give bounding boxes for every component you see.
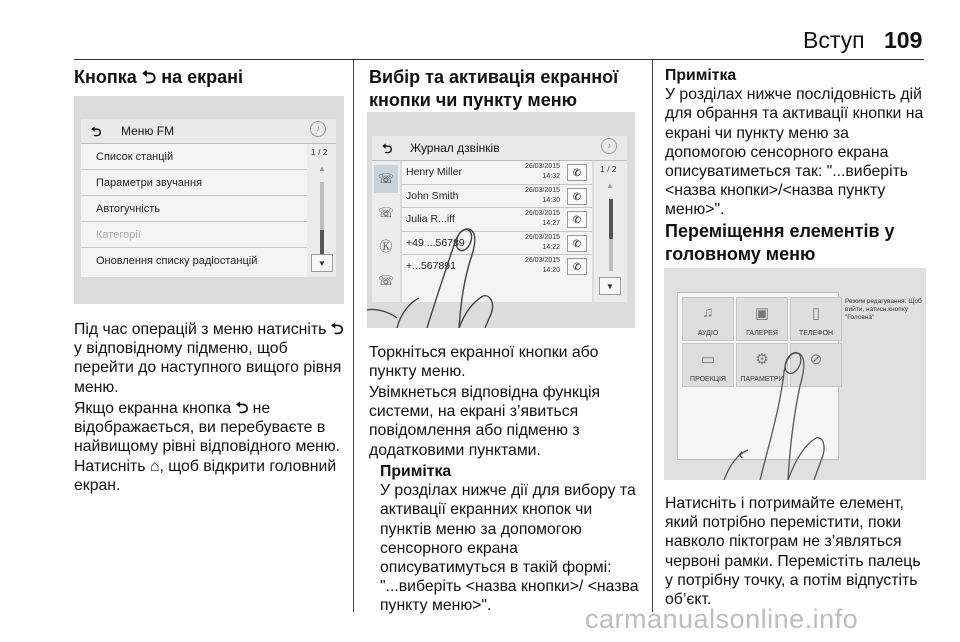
note-text: У розділах нижче дії для вибору та активації екранних кнопок чи пунктів меню за допомогою сенсорного екрана описуватимуться в такій формі: "...виберіть <назва кнопки>/ <назва пункту меню>".: [380, 482, 639, 615]
scroll-up-icon[interactable]: ▲: [318, 164, 326, 173]
dialed-calls-icon[interactable]: ☏: [377, 273, 395, 288]
fm-title-bar: [81, 119, 336, 144]
scroll-down-icon[interactable]: ▼: [599, 277, 621, 295]
pointing-hand-illustration: [664, 268, 926, 480]
page-indicator: 1 / 2: [311, 147, 328, 157]
back-arrow-icon: ⮌: [141, 67, 157, 87]
home-tile[interactable]: ♫ АУДІО: [682, 297, 734, 341]
home-tile[interactable]: ▣ ГАЛЕРЕЯ: [736, 297, 788, 341]
music-icon: ♫: [702, 304, 714, 321]
paragraph: Натисніть і потримайте елемент, який потрібно перемістити, поки навколо піктограм не з’являться червоні рамки. Перемістіть палець у потрібну точку, а потім відпустіть об’єкт.: [665, 495, 921, 609]
gear-icon: ⚙: [755, 351, 769, 368]
call-log-row[interactable]: +49 ...56789 26/03/2015 14:22 ✆: [402, 232, 592, 256]
paragraph: Увімкнеться відповідна функція системи, на екрані з’явиться повідомлення або підменю з додатковими пунктами.: [369, 384, 601, 459]
call-log-row[interactable]: +...567891 26/03/2015 14:20 ✆: [402, 255, 592, 279]
scroll-down-icon[interactable]: ▼: [311, 254, 333, 272]
phone-icon[interactable]: ✆: [567, 211, 587, 228]
phone-icon[interactable]: ✆: [567, 164, 587, 181]
chevron-left-icon[interactable]: ‹: [738, 444, 744, 463]
section-heading-select: Вибір та активація екранної кнопки чи пункту меню: [369, 67, 619, 110]
phone-icon: ▯: [811, 305, 821, 322]
note-title: Примітка: [380, 463, 452, 480]
column-divider-2: [652, 60, 653, 612]
projection-icon: ▭: [700, 351, 716, 368]
note-title: Примітка: [665, 67, 737, 84]
fm-menu-item[interactable]: Список станцій: [81, 144, 316, 170]
running-header-title: Вступ: [803, 27, 865, 53]
back-arrow-icon: ⮌: [235, 400, 249, 417]
fm-menu-item[interactable]: Параметри звучання: [81, 170, 316, 196]
page-indicator: 1 / 2: [600, 164, 617, 174]
page-number: 109: [884, 27, 923, 53]
paragraph: Під час операцій з меню натисніть ⮌ у відповідному підменю, щоб перейти до наступного вищого рівня меню.: [74, 321, 344, 396]
column-divider-1: [353, 60, 354, 612]
paragraph: Якщо екранна кнопка ⮌ не відображається, ви перебуваєте в найвищому рівні відповідного меню. Натисніть ⌂, щоб відкрити головний екран.: [74, 400, 341, 494]
phone-icon[interactable]: ✆: [567, 258, 587, 275]
note-text: У розділах нижче послідовність дій для обрання та активації кнопки на екрані чи пункту меню за допомогою сенсорного екрана описуватиметься так: "...виберіть <назва кнопки>/<назва пункту меню>".: [665, 86, 924, 219]
note: [380, 462, 642, 616]
home-icon: ⌂: [149, 457, 160, 475]
heading-suffix: на екрані: [161, 67, 243, 87]
fm-menu-list: [81, 144, 316, 277]
fm-menu-item-disabled: Категорії: [81, 222, 316, 248]
header-divider: [74, 59, 924, 60]
home-screen-figure: [664, 268, 926, 480]
call-log-row[interactable]: Henry Miller 26/03/2015 14:32 ✆: [402, 161, 592, 185]
pointing-hand-illustration: [367, 112, 635, 328]
call-log-title: Журнал дзвінків: [410, 141, 500, 155]
fm-title: Меню FM: [121, 124, 175, 138]
scroll-up-icon[interactable]: ▲: [606, 181, 614, 190]
music-note-icon[interactable]: ♪: [601, 138, 617, 154]
fm-menu-item[interactable]: Оновлення списку радіостанцій: [96, 255, 258, 267]
call-log-row[interactable]: John Smith 26/03/2015 14:30 ✆: [402, 185, 592, 209]
call-log-row[interactable]: Julia R...iff 26/03/2015 14:27 ✆: [402, 208, 592, 232]
back-arrow-icon: ⮌: [330, 321, 344, 338]
section-heading-move: Переміщення елементів у головному меню: [665, 221, 895, 264]
gallery-icon: ▣: [754, 305, 770, 322]
section-heading-back-button: [74, 66, 344, 89]
fm-menu-figure: [74, 96, 344, 304]
contacts-icon[interactable]: Ⓚ: [379, 239, 393, 254]
home-tile[interactable]: ▭ ПРОЕКЦІЯ: [682, 343, 734, 387]
watermark: carmanualsonline.info: [585, 604, 859, 634]
home-tile[interactable]: ⚙ ПАРАМЕТРИ: [736, 343, 788, 387]
back-arrow-icon[interactable]: ⮌: [91, 124, 102, 139]
home-tile[interactable]: ▯ ТЕЛЕФОН: [790, 297, 842, 341]
edit-mode-message: Режим редагування: Щоб вийти, натисн.кнопку "Головна": [845, 298, 922, 321]
phone-icon[interactable]: ✆: [567, 188, 587, 205]
all-calls-icon[interactable]: ☏: [374, 165, 398, 193]
note: [665, 66, 927, 220]
music-note-icon[interactable]: ♪: [310, 121, 326, 137]
fm-scrollbar[interactable]: [307, 144, 336, 277]
paragraph: Торкніться екранної кнопки або пункту меню.: [369, 344, 599, 381]
heading-prefix: Кнопка: [74, 67, 137, 87]
back-arrow-icon[interactable]: ⮌: [382, 141, 393, 156]
call-log-figure: [367, 112, 635, 328]
missed-calls-icon[interactable]: ☏: [377, 205, 395, 220]
fm-menu-item[interactable]: Автогучність: [81, 196, 316, 222]
phone-icon[interactable]: ✆: [567, 235, 587, 252]
blocked-icon: ⊘: [809, 351, 823, 368]
